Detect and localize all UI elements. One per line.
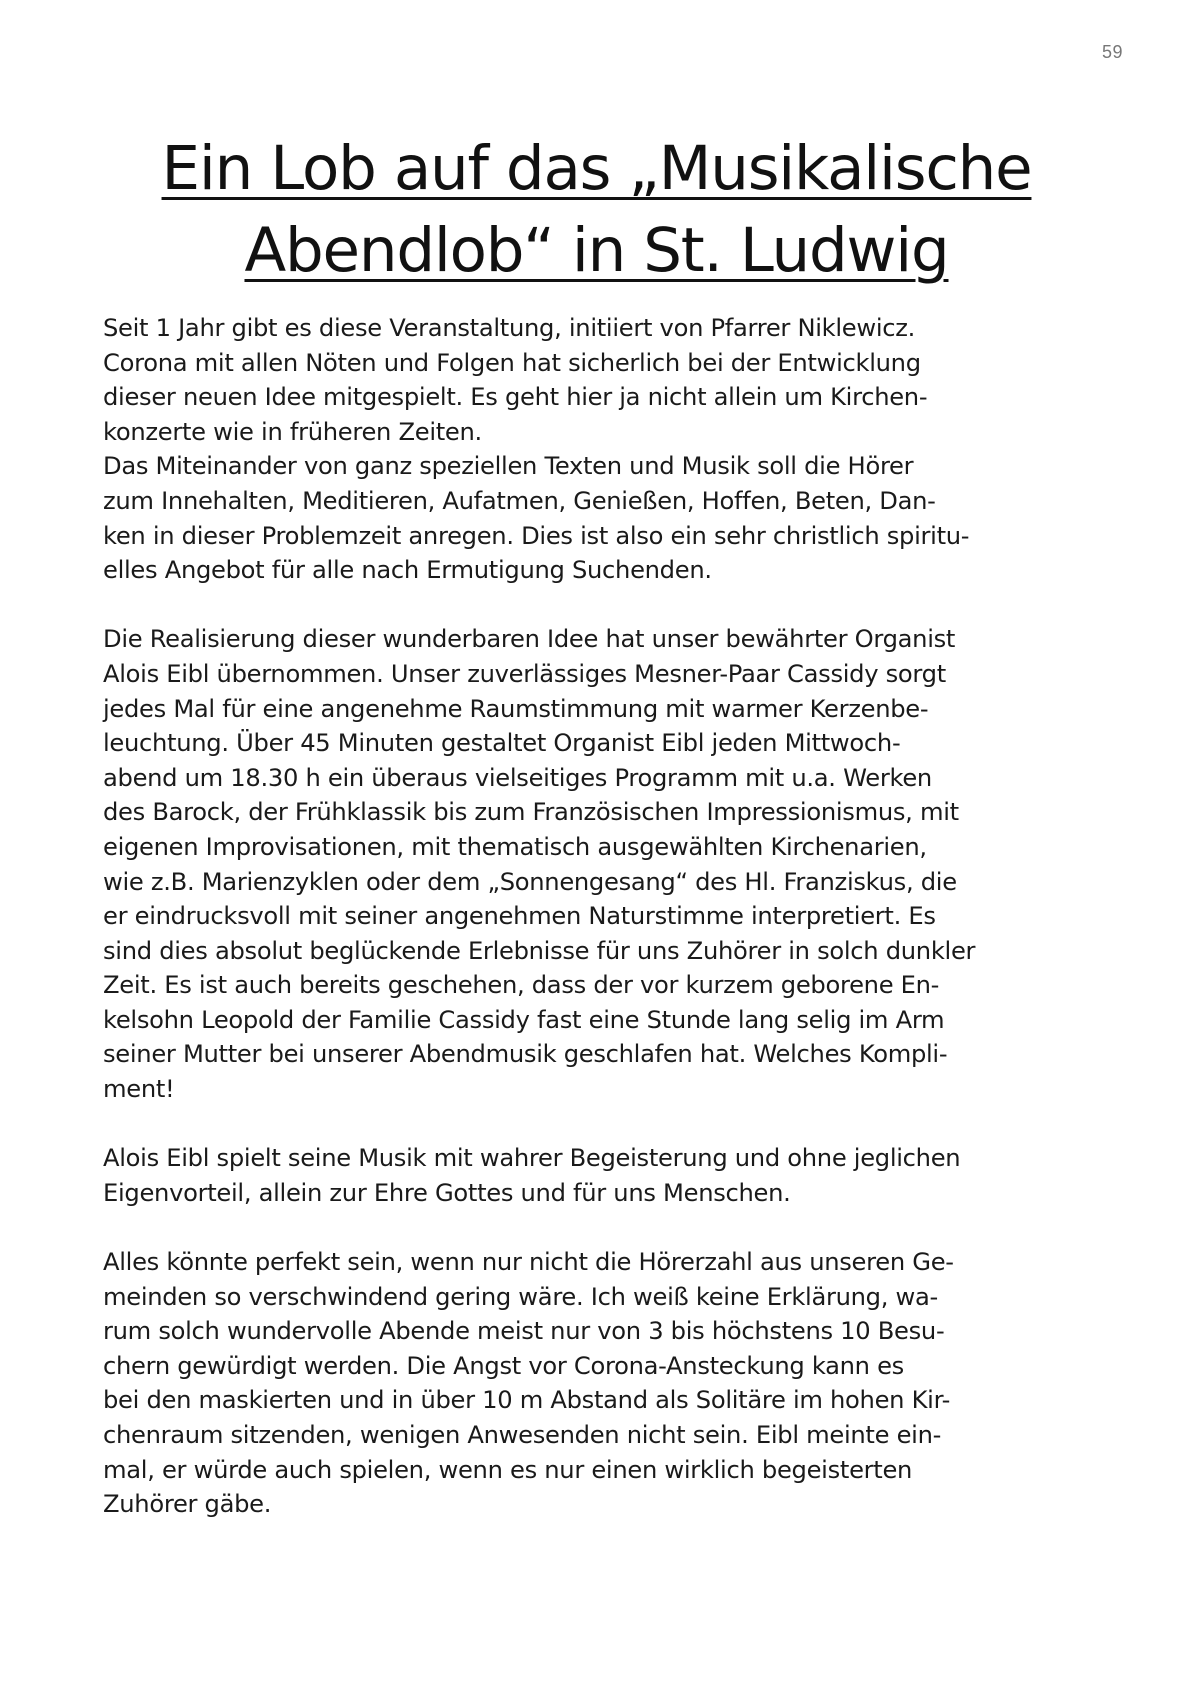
text-line: ken in dieser Problemzeit anregen. Dies ist also ein sehr christlich spiritu- <box>103 521 970 550</box>
text-line: leuchtung. Über 45 Minuten gestaltet Organist Eibl jeden Mittwoch- <box>103 729 901 758</box>
paragraph <box>103 311 1103 588</box>
paragraph-gap <box>103 1210 1103 1245</box>
paragraph <box>103 1245 1103 1522</box>
page-title <box>0 128 1193 292</box>
text-line: konzerte wie in früheren Zeiten. <box>103 417 482 446</box>
text-line: abend um 18.30 h ein überaus vielseitiges Programm mit u.a. Werken <box>103 763 932 792</box>
text-line: dieser neuen Idee mitgespielt. Es geht hier ja nicht allein um Kirchen- <box>103 383 928 412</box>
text-line: ment! <box>103 1075 175 1104</box>
text-line: Alois Eibl spielt seine Musik mit wahrer Begeisterung und ohne jeglichen <box>103 1144 961 1173</box>
title-line-1: Ein Lob auf das „Musikalische <box>161 133 1032 204</box>
text-line: Das Miteinander von ganz speziellen Texten und Musik soll die Hörer <box>103 452 914 481</box>
text-line: chern gewürdigt werden. Die Angst vor Corona-Ansteckung kann es <box>103 1351 904 1380</box>
text-line: Alles könnte perfekt sein, wenn nur nicht die Hörerzahl aus unseren Ge- <box>103 1248 954 1277</box>
text-line: Corona mit allen Nöten und Folgen hat sicherlich bei der Entwicklung <box>103 348 921 377</box>
text-line: chenraum sitzenden, wenigen Anwesenden nicht sein. Eibl meinte ein- <box>103 1421 942 1449</box>
paragraph <box>103 622 1103 1106</box>
article-body <box>103 311 1103 1522</box>
paragraph-gap <box>103 1107 1103 1142</box>
text-line: meinden so verschwindend gering wäre. Ich weiß keine Erklärung, wa- <box>103 1282 938 1311</box>
text-line: sind dies absolut beglückende Erlebnisse für uns Zuhörer in solch dunkler <box>103 936 976 965</box>
paragraph-gap <box>103 588 1103 623</box>
text-line: bei den maskierten und in über 10 m Abstand als Solitäre im hohen Kir- <box>103 1386 951 1415</box>
text-line: kelsohn Leopold der Familie Cassidy fast eine Stunde lang selig im Arm <box>103 1005 945 1034</box>
text-line: Eigenvorteil, allein zur Ehre Gottes und für uns Menschen. <box>103 1178 791 1207</box>
text-line: Seit 1 Jahr gibt es diese Veranstaltung, initiiert von Pfarrer Niklewicz. <box>103 314 916 342</box>
page-number: 59 <box>1101 42 1123 62</box>
text-line: er eindrucksvoll mit seiner angenehmen Naturstimme interpretiert. Es <box>103 902 936 931</box>
text-line: mal, er würde auch spielen, wenn es nur einen wirklich begeisterten <box>103 1455 913 1484</box>
title-line-2: Abendlob“ in St. Ludwig <box>244 215 949 286</box>
text-line: jedes Mal für eine angenehme Raumstimmung mit warmer Kerzenbe- <box>103 694 929 723</box>
text-line: rum solch wundervolle Abende meist nur von 3 bis höchstens 10 Besu- <box>103 1317 945 1346</box>
text-line: wie z.B. Marienzyklen oder dem „Sonnengesang“ des Hl. Franziskus, die <box>103 867 957 896</box>
text-line: Zuhörer gäbe. <box>103 1490 272 1519</box>
text-line: Die Realisierung dieser wunderbaren Idee hat unser bewährter Organist <box>103 625 956 654</box>
text-line: Zeit. Es ist auch bereits geschehen, dass der vor kurzem geborene En- <box>103 971 940 1000</box>
text-line: zum Innehalten, Meditieren, Aufatmen, Genießen, Hoffen, Beten, Dan- <box>103 486 936 515</box>
text-line: elles Angebot für alle nach Ermutigung Suchenden. <box>103 556 712 585</box>
text-line: eigenen Improvisationen, mit thematisch ausgewählten Kirchenarien, <box>103 832 927 861</box>
text-line: Alois Eibl übernommen. Unser zuverlässiges Mesner-Paar Cassidy sorgt <box>103 659 946 688</box>
text-line: des Barock, der Frühklassik bis zum Französischen Impressionismus, mit <box>103 798 959 827</box>
paragraph <box>103 1141 1103 1210</box>
text-line: seiner Mutter bei unserer Abendmusik geschlafen hat. Welches Kompli- <box>103 1040 948 1069</box>
